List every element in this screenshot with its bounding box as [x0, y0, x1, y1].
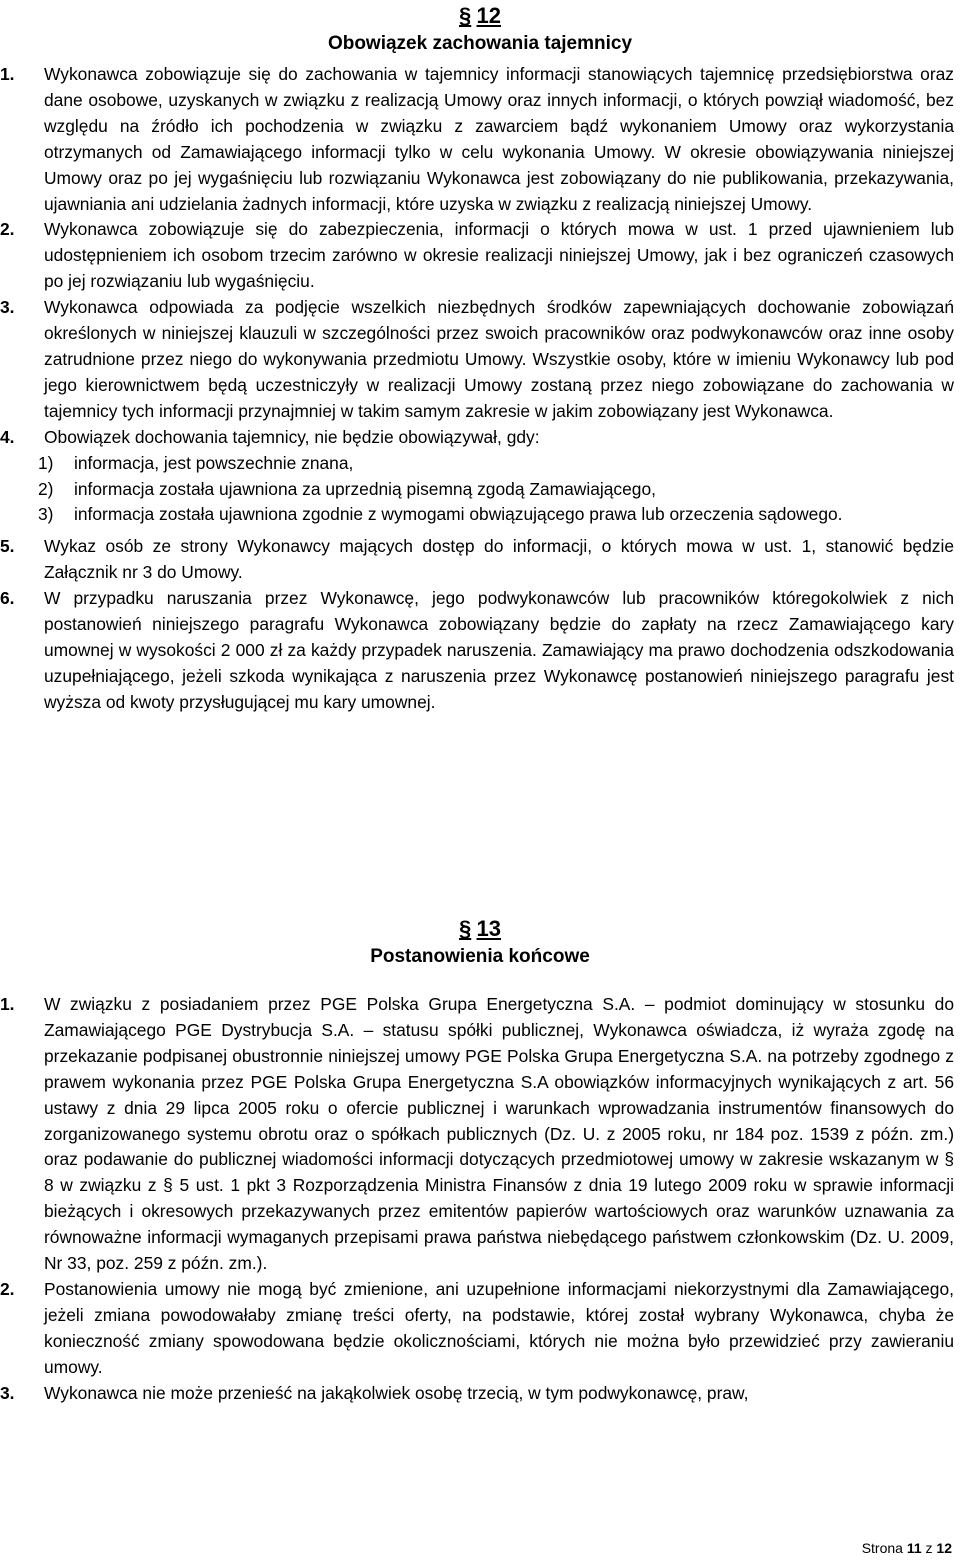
item-number: 4.	[0, 426, 15, 447]
subitem-number: 3)	[38, 504, 54, 525]
item-number: 6.	[0, 588, 15, 609]
item-text: Obowiązek dochowania tajemnicy, nie będzie obowiązywał, gdy:	[44, 426, 540, 447]
of-label: z	[925, 1540, 933, 1556]
section-12-sign: §	[458, 3, 472, 28]
section-12-subitem-1	[0, 451, 960, 477]
subitem-text: informacja została ujawniona za uprzednią pisemną zgodą Zamawiającego,	[74, 478, 656, 499]
section-12-subitem-3	[0, 502, 960, 528]
item-number: 2.	[0, 219, 15, 240]
item-number: 3.	[0, 1382, 15, 1403]
section-13-heading	[0, 917, 960, 969]
section-12-item-6	[0, 586, 960, 716]
subitem-text: informacja została ujawniona zgodnie z wymogami obwiązującego prawa lub orzeczenia sądowego.	[74, 504, 843, 525]
item-number: 3.	[0, 297, 15, 318]
section-12-heading	[0, 4, 960, 56]
section-13-title: Postanowienia końcowe	[370, 946, 590, 967]
total-pages-number: 12	[936, 1540, 952, 1556]
section-12-number-line	[0, 4, 960, 30]
item-text: Postanowienia umowy nie mogą być zmienione, ani uzupełnione informacjami niekorzystnymi dla Zamawiającego, jeżeli zmiana powodowałaby zmianę treści oferty, na podstawie, której został wybrany Wykonawca, chyba że konieczność zmiany spowodowana będzie okolicznościami, których nie można było przewidzieć przy zawieraniu umowy.	[44, 1278, 954, 1377]
item-text: Wykaz osób ze strony Wykonawcy mających dostęp do informacji, o których mowa w ust. 1, stanowić będzie Załącznik nr 3 do Umowy.	[44, 536, 954, 583]
section-13-list	[0, 992, 960, 1407]
section-13-item-2	[0, 1277, 960, 1381]
item-text: Wykonawca odpowiada za podjęcie wszelkich niezbędnych środków zapewniających dochowanie zobowiązań określonych w niniejszej klauzuli w szczególności przez swoich pracowników oraz podwykonawców oraz inne osoby zatrudnione przez niego do wykonywania przedmiotu Umowy. Wszystkie osoby, które w imieniu Wykonawcy lub pod jego kierownictwem będą uczestniczyły w realizacji Umowy zostaną przez niego zobowiązane do zachowania w tajemnicy tych informacji przynajmniej w takim samym zakresie w jakim zobowiązany jest Wykonawca.	[44, 297, 954, 421]
section-13-item-3	[0, 1381, 960, 1407]
section-12-item-5	[0, 534, 960, 586]
section-12-subitem-2	[0, 477, 960, 503]
item-number: 2.	[0, 1278, 15, 1299]
section-12-list	[0, 62, 960, 716]
page-footer	[862, 1540, 952, 1556]
section-12-title: Obowiązek zachowania tajemnicy	[327, 33, 633, 54]
item-text: W związku z posiadaniem przez PGE Polska Grupa Energetyczna S.A. – podmiot dominujący w stosunku do Zamawiającego PGE Dystrybucja S.A. – statusu spółki publicznej, Wykonawca oświadcza, iż wyraża zgodę na przekazanie podpisanej obustronnie niniejszej umowy PGE Polska Grupa Energetyczna S.A. na potrzeby zgodnego z prawem wykonania przez PGE Polska Grupa Energetyczna S.A obowiązków informacyjnych wynikających z art. 56 ustawy z dnia 29 lipca 2005 roku o ofercie publicznej i warunkach wprowadzania instrumentów finansowych do zorganizowanego systemu obrotu oraz o spółkach publicznych (Dz. U. z 2005 roku, nr 184 poz. 1539 z późn. zm.) oraz podawanie do publicznej wiadomości informacji dotyczących przedmiotowej umowy w zakresie wskazanym w § 8 w związku z § 5 ust. 1 pkt 3 Rozporządzenia Ministra Finansów z dnia 19 lutego 2009 roku w sprawie informacji bieżących i okresowych przekazywanych przez emitentów papierów wartościowych oraz warunków uznawania za równoważne informacji wymaganych przepisami prawa państwa niebędącego państwem członkowskim (Dz. U. 2009, Nr 33, poz. 259 z późn. zm.).	[44, 994, 954, 1274]
section-12-item-4	[0, 425, 960, 451]
item-number: 1.	[0, 994, 15, 1014]
section-12-number: 12	[476, 3, 501, 28]
item-text: W przypadku naruszania przez Wykonawcę, jego podwykonawców lub pracowników któregokolwiek z nich postanowień niniejszego paragrafu Wykonawca zobowiązany będzie do zapłaty na rzecz Zamawiającego kary umownej w wysokości 2 000 zł za każdy przypadek naruszenia. Zamawiający ma prawo dochodzenia odszkodowania uzupełniającego, jeżeli szkoda wynikająca z naruszenia przez Wykonawcę postanowień niniejszego paragrafu jest wyższa od kwoty przysługującej mu kary umownej.	[44, 588, 954, 712]
section-12-item-1	[0, 62, 960, 217]
item-text: Wykonawca zobowiązuje się do zachowania w tajemnicy informacji stanowiących tajemnicę przedsiębiorstwa oraz dane osobowe, uzyskanych w związku z realizacją Umowy oraz innych informacji, o których powziął wiadomość, bez względu na źródło ich pochodzenia w związku z zawarciem bądź wykonaniem Umowy oraz wykorzystania otrzymanych od Zamawiającego informacji tylko w celu wykonania Umowy. W okresie obowiązywania niniejszej Umowy oraz po jej wygaśnięciu lub rozwiązaniu Wykonawca jest zobowiązany do nie publikowania, przekazywania, ujawniania ani udzielania żadnych informacji, które uzyska w związku z realizacją niniejszej Umowy.	[44, 64, 954, 214]
item-number: 5.	[0, 536, 15, 557]
section-13-item-1	[0, 992, 960, 1277]
item-text: Wykonawca nie może przenieść na jakąkolwiek osobę trzecią, w tym podwykonawcę, praw,	[44, 1382, 749, 1403]
item-text: Wykonawca zobowiązuje się do zabezpieczenia, informacji o których mowa w ust. 1 przed ujawnieniem lub udostępnieniem ich osobom trzecim zarówno w okresie realizacji niniejszej Umowy, jak i bez ograniczeń czasowych po jej rozwiązaniu lub wygaśnięciu.	[44, 219, 954, 292]
section-13-number: 13	[476, 916, 501, 941]
section-13-number-line	[0, 917, 960, 943]
section-13-sign: §	[458, 916, 472, 941]
section-12-item-2	[0, 217, 960, 295]
section-12-item-3	[0, 295, 960, 425]
page-label: Strona	[861, 1540, 903, 1556]
item-number: 1.	[0, 64, 15, 84]
subitem-number: 2)	[38, 478, 54, 499]
subitem-text: informacja, jest powszechnie znana,	[74, 452, 354, 473]
subitem-number: 1)	[38, 452, 54, 473]
current-page-number: 11	[906, 1540, 922, 1556]
